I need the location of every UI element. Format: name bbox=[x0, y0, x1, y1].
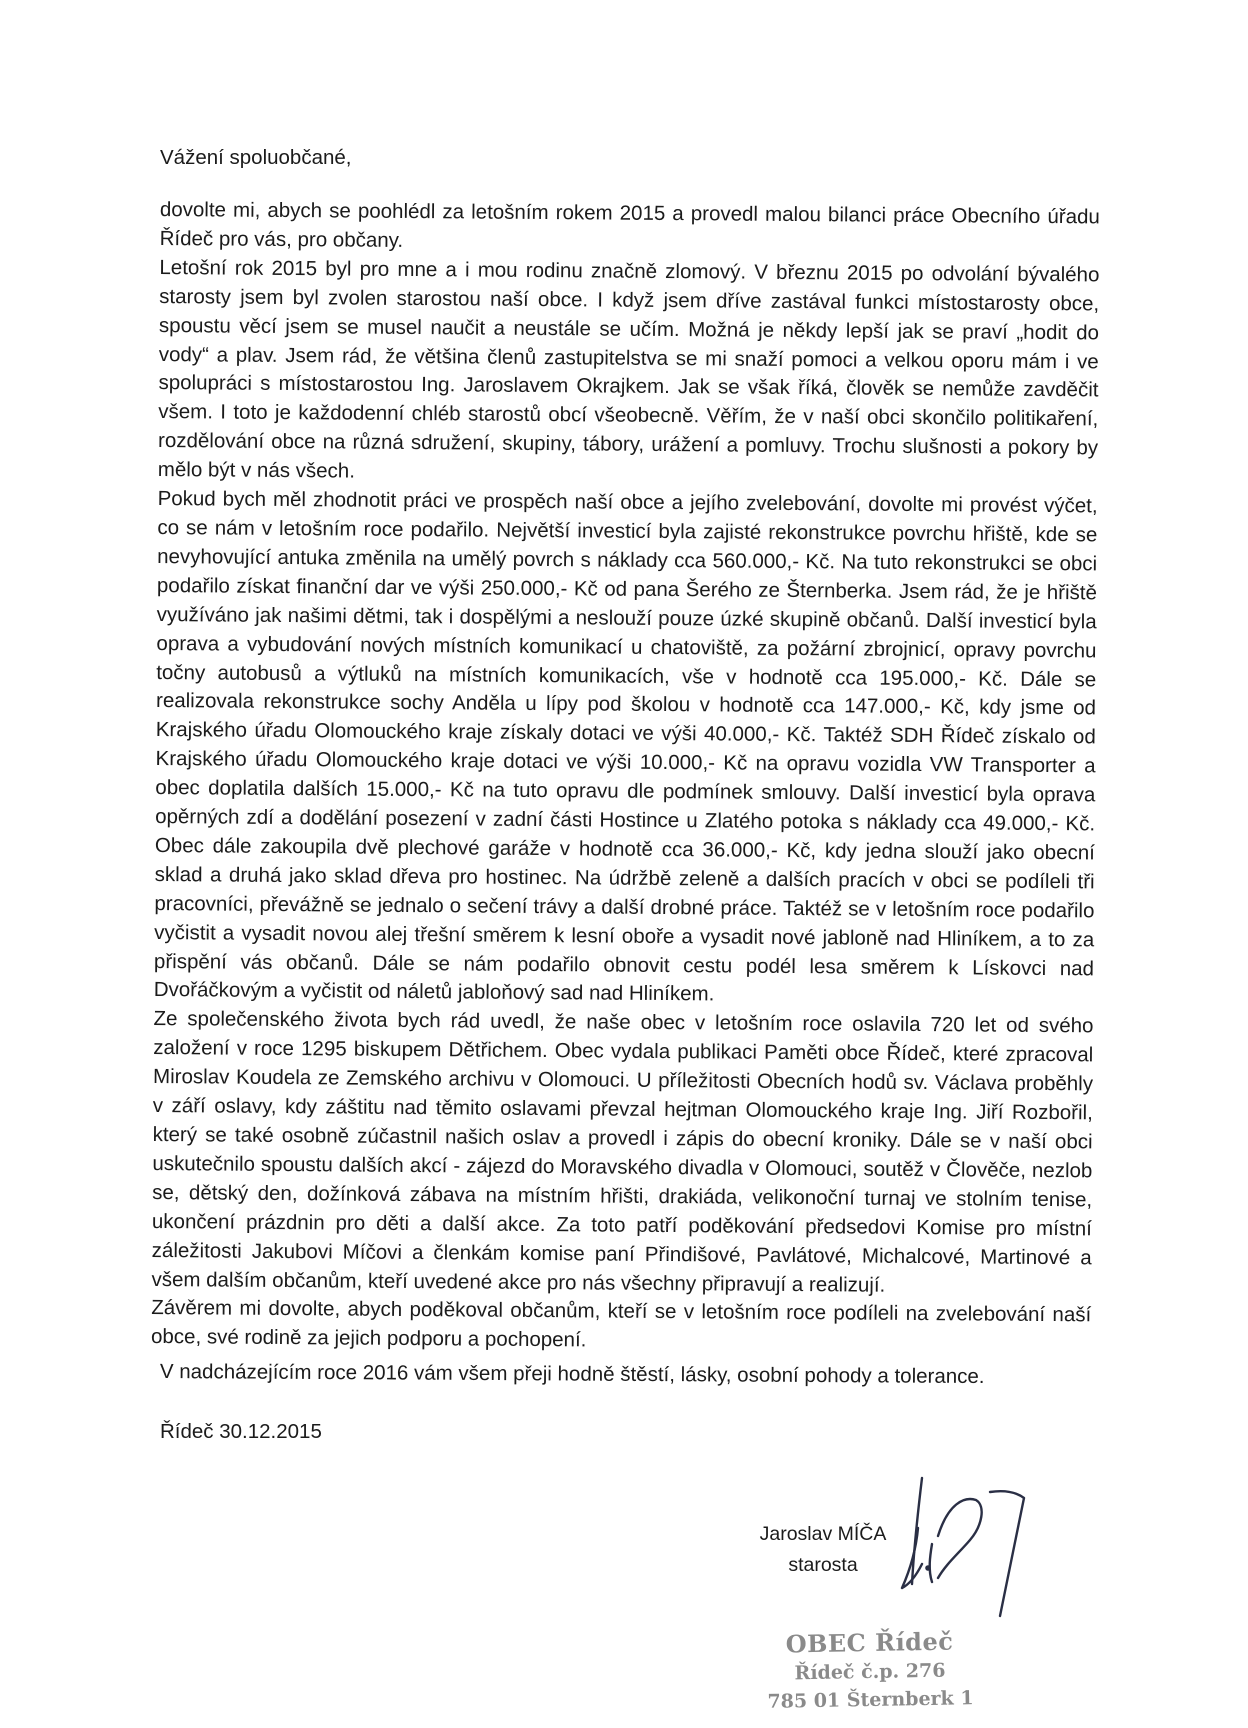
letter-body bbox=[151, 196, 1100, 1360]
signer-name: Jaroslav MÍČA bbox=[759, 1523, 887, 1545]
paragraph-year-summary: Letošní rok 2015 byl pro mne a i mou rodinu značně zlomový. V březnu 2015 po odvolání bývalého starosty jsem byl zvolen starostou naší obce. I když jsem dříve zastával funkci místostarosty obce, spoustu věcí jsem se musel naučit a neustále se učím. Možná je někdy lepší jak se praví „hodit do vody“ a plav. Jsem rád, že většina členů zastupitelstva se mi snaží pomoci a velkou oporu mám i ve spolupráci s místostarostou Ing. Jaroslavem Okrajkem. Jak se však říká, člověk se nemůže zavděčit všem. I toto je každodenní chléb starostů obcí všeobecně. Věřím, že v naší obci skončilo politikaření, rozdělování obce na různá sdružení, skupiny, tábory, urážení a pomluvy. Trochu slušnosti a pokory by mělo být v nás všech. bbox=[157, 255, 1100, 483]
handwritten-signature bbox=[892, 1466, 1042, 1626]
paragraph-intro: dovolte mi, abych se poohlédl za letošním rokem 2015 a provedl malou bilanci práce Obecního úřadu Řídeč pro vás, pro občany. bbox=[159, 197, 1100, 252]
official-stamp bbox=[749, 1626, 990, 1716]
stamp-line-1: OBEC Řídeč bbox=[785, 1626, 954, 1659]
new-year-wishes: V nadcházejícím roce 2016 vám všem přeji hodně štěstí, lásky, osobní pohody a tolerance. bbox=[159, 1360, 985, 1389]
salutation: Vážení spoluobčané, bbox=[160, 146, 352, 169]
signer-block bbox=[748, 1519, 898, 1581]
paragraph-social-life: Ze společenského života bych rád uvedl, že naše obec v letošním roce oslavila 720 let od svého založení v roce 1295 biskupem Dětřichem. Obec vydala publikaci Paměti obce Řídeč, které zpracoval Miroslav Koudela ze Zemského archivu v Olomouci. U příležitosti Obecních hodů sv. Václava proběhly v září oslavy, kdy záštitu nad těmito oslavami převzal hejtman Olomouckého kraje Ing. Jiří Rozbořil, který se také osobně zúčastnil našich oslav a provedl i zápis do obecní kroniky. Dále se v naší obci uskutečnilo spoustu dalších akcí - zájezd do Moravského divadla v Olomouci, soutěž v Člověče, nezlob se, dětský den, dožínková zábava na místním hřišti, drakiáda, velikonoční turnaj ve stolním tenise, ukončení prázdnin pro děti a další akce. Za toto patří poděkování předsedovi Komise pro místní záležitosti Jakubovi Míčovi a členkám komise paní Přindišové, Pavlátové, Michalcové, Martinové a všem dalším občanům, kteří uvedené akce pro nás všechny připravují a realizují. bbox=[151, 1007, 1094, 1297]
signer-title: starosta bbox=[788, 1554, 858, 1576]
paragraph-investments: Pokud bych měl zhodnotit práci ve prospěch naší obce a jejího zvelebování, dovolte mi provést výčet, co se nám v letošním roce podařilo. Největší investicí byla zajisté rekonstrukce povrchu hřiště, kde se nevyhovující antuka změnila na umělý povrch s náklady cca 560.000,- Kč. Na tuto rekonstrukci se obci podařilo získat finanční dar ve výši 250.000,- Kč od pana Šerého ze Šternberka. Jsem rád, že je hřiště využíváno jak našimi dětmi, tak i dospělými a neslouží pouze úzké skupině občanů. Další investicí byla oprava a vybudování nových místních komunikací u chatoviště, za požární zbrojnicí, opravy povrchu točny autobusů a výtluků na místních komunikacích, vše v hodnotě cca 195.000,- Kč. Dále se realizovala rekonstrukce sochy Anděla u lípy pod školou v hodnotě cca 147.000,- Kč, kdy jsme od Krajského úřadu Olomouckého kraje získaly dotaci ve výši 40.000,- Kč. Taktéž SDH Řídeč získalo od Krajského úřadu Olomouckého kraje dotaci ve výši 10.000,- Kč na opravu vozidla VW Transporter a obec doplatila dalších 15.000,- Kč na tuto opravu dle podmínek smlouvy. Další investicí byla oprava opěrných zdí a dodělání posezení v zadní části Hostince u Zlatého potoka s náklady cca 49.000,- Kč. Obec dále zakoupila dvě plechové garáže v hodnotě cca 36.000,- Kč, kdy jedna slouží jako obecní sklad a druhá jako sklad dřeva pro hostinec. Na údržbě zeleně a dalších pracích v obci se podíleli tři pracovníci, převážně se jednalo o sečení trávy a další drobné práce. Taktéž se v letošním roce podařilo vyčistit a vysadit novou alej třešní směrem k lesní oboře a vysadit nové jabloně nad Hliníkem, a to za přispění vás občanů. Dále se nám podařilo obnovit cestu podél lesa směrem k Lískovci nad Dvořáčkovým a vyčistit od náletů jabloňový sad nad Hliníkem. bbox=[153, 487, 1098, 1006]
paragraph-thanks: Závěrem mi dovolte, abych poděkoval občanům, kteří se v letošním roce podíleli na zvelebování naší obce, své rodině za jejich podporu a pochopení. bbox=[150, 1296, 1092, 1352]
place-and-date: Řídeč 30.12.2015 bbox=[160, 1420, 322, 1443]
stamp-line-2: Řídeč č.p. 276 bbox=[794, 1659, 946, 1685]
stamp-line-3: 785 01 Šternberk 1 bbox=[767, 1687, 974, 1713]
